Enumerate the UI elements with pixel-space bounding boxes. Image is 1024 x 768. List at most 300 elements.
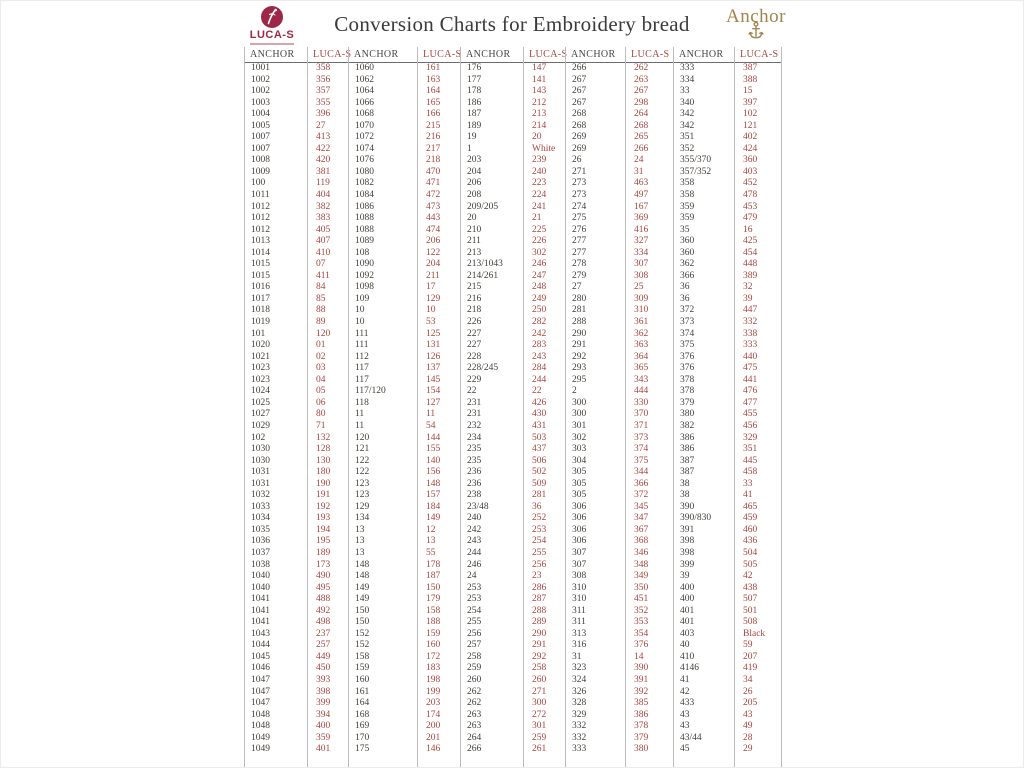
anchor-cell: 398 [680,547,695,558]
anchor-column [460,47,523,768]
page-title: Conversion Charts for Embroidery bread [334,12,690,36]
anchor-cell: 313 [572,628,587,639]
anchor-cell: 1031 [251,467,270,478]
lucas-cell: 207 [743,651,758,662]
anchor-cell: 1066 [355,97,374,108]
anchor-logo-text: Anchor [726,6,786,27]
anchor-cell: 403 [680,628,695,639]
lucas-cell: 302 [532,247,547,258]
lucas-cell: 477 [743,397,758,408]
anchor-cell: 1040 [251,571,270,582]
anchor-cell: 175 [355,744,370,755]
lucas-cell: 396 [316,109,331,120]
anchor-cell: 374 [680,328,695,339]
lucas-cell: 410 [316,247,331,258]
lucas-cell: 346 [634,547,649,558]
anchor-cell: 378 [680,374,695,385]
anchor-cell: 1002 [251,74,270,85]
anchor-cell: 310 [572,594,587,605]
anchor-cell: 400 [680,594,695,605]
anchor-cell: 399 [680,559,695,570]
lucas-cell: 20 [532,132,542,143]
anchor-cell: 279 [572,270,587,281]
anchor-cell: 169 [355,721,370,732]
lucas-cell: 391 [634,674,649,685]
anchor-cell: 122 [355,455,370,466]
lucas-cell: 88 [316,305,326,316]
lucas-cell: 126 [426,351,441,362]
lucas-cell: 366 [634,478,649,489]
lucas-cell: 472 [426,190,441,201]
lucas-cell: 375 [634,455,649,466]
lucas-cell: 292 [532,651,547,662]
lucas-cell: 43 [743,709,753,720]
lucas-cell: 218 [426,155,441,166]
anchor-cell: 244 [467,547,482,558]
anchor-cell: 360 [680,247,695,258]
anchor-cell: 204 [467,166,482,177]
lucas-cell: 249 [532,293,547,304]
anchor-cell: 1021 [251,351,270,362]
lucas-cell: 01 [316,340,326,351]
anchor-cell: 329 [572,709,587,720]
anchor-cell: 1043 [251,628,270,639]
lucas-column-header: LUCA-S [735,47,781,63]
lucas-cell: 102 [743,109,758,120]
lucas-cell: 475 [743,363,758,374]
anchor-cell: 360 [680,236,695,247]
lucas-cell: 393 [316,674,331,685]
lucas-cell: 357 [316,86,331,97]
lucas-cell: 456 [743,420,758,431]
lucas-cell: 448 [743,259,758,270]
anchor-cell: 215 [467,282,482,293]
lucas-cell: 215 [426,120,441,131]
lucas-cell: 372 [634,490,649,501]
lucas-cell: 354 [634,628,649,639]
anchor-cell: 1015 [251,259,270,270]
lucas-cell: 398 [316,686,331,697]
anchor-cell: 2 [572,386,577,397]
lucas-cell: 508 [743,617,758,628]
anchor-cell: 10 [355,305,365,316]
anchor-cell: 340 [680,97,695,108]
lucas-cell: 172 [426,651,441,662]
anchor-cell: 161 [355,686,370,697]
lucas-cell: 260 [532,674,547,685]
lucas-cell: 286 [532,582,547,593]
anchor-cell: 306 [572,501,587,512]
lucas-cell: 128 [316,444,331,455]
anchor-cell: 256 [467,628,482,639]
anchor-cell: 306 [572,524,587,535]
anchor-cell: 209/205 [467,201,499,212]
anchor-cell: 300 [572,409,587,420]
anchor-cell: 324 [572,674,587,685]
anchor-cell: 22 [467,386,477,397]
anchor-cell: 168 [355,709,370,720]
lucas-cell: 426 [532,397,547,408]
anchor-cell: 108 [355,247,370,258]
anchor-cell: 33 [680,86,690,97]
anchor-cell: 152 [355,640,370,651]
lucas-cell: 507 [743,594,758,605]
lucas-cell: 422 [316,143,331,154]
anchor-cell: 305 [572,467,587,478]
lucas-cell: 14 [634,651,644,662]
lucas-cell: 369 [634,213,649,224]
anchor-cell: 278 [572,259,587,270]
anchor-cell: 386 [680,444,695,455]
lucas-cell: 146 [426,744,441,755]
anchor-cell: 372 [680,305,695,316]
lucas-cell: 07 [316,259,326,270]
lucas-cell: 17 [426,282,436,293]
anchor-cell: 150 [355,605,370,616]
anchor-cell: 263 [467,721,482,732]
anchor-cell: 1076 [355,155,374,166]
anchor-cell: 214/261 [467,270,499,281]
lucas-cell: 506 [532,455,547,466]
anchor-cell: 1082 [355,178,374,189]
lucas-cell: 144 [426,432,441,443]
anchor-cell: 366 [680,270,695,281]
anchor-cell: 390 [680,501,695,512]
lucas-cell: 241 [532,201,547,212]
lucas-cell: 490 [316,571,331,582]
anchor-cell: 1030 [251,444,270,455]
anchor-cell: 102 [251,432,266,443]
anchor-cell: 332 [572,721,587,732]
anchor-cell: 342 [680,109,695,120]
anchor-cell: 1047 [251,698,270,709]
anchor-cell: 1048 [251,709,270,720]
anchor-cell: 13 [355,547,365,558]
anchor-cell: 266 [467,744,482,755]
anchor-cell: 211 [467,236,481,247]
lucas-cell: 363 [634,340,649,351]
anchor-cell: 1034 [251,513,270,524]
lucas-cell: 256 [532,559,547,570]
lucas-cell: 237 [316,628,331,639]
lucas-cell: 470 [426,166,441,177]
anchor-cell: 43/44 [680,732,702,743]
lucas-cell: 34 [743,674,753,685]
anchor-cell: 1049 [251,732,270,743]
lucas-cell: 25 [634,282,644,293]
anchor-cell: 231 [467,409,482,420]
anchor-cell: 23/48 [467,501,489,512]
anchor-cell: 232 [467,420,482,431]
lucas-cell: 420 [316,155,331,166]
lucas-cell: 157 [426,490,441,501]
lucas-cell: 26 [743,686,753,697]
anchor-cell: 1001 [251,63,270,73]
lucas-cell: 32 [743,282,753,293]
lucas-cell: 145 [426,374,441,385]
anchor-cell: 1007 [251,132,270,143]
lucas-cell: 130 [316,455,331,466]
anchor-cell: 1013 [251,236,270,247]
anchor-cell: 148 [355,571,370,582]
anchor-cell: 1012 [251,201,270,212]
anchor-cell: 300 [572,397,587,408]
anchor-cell: 295 [572,374,587,385]
lucas-cell: 05 [316,386,326,397]
lucas-cell: 194 [316,524,331,535]
lucas-cell: 205 [743,698,758,709]
lucas-cell: 214 [532,120,547,131]
lucas-cell: 361 [634,317,649,328]
lucas-cell: 179 [426,594,441,605]
anchor-cell: 1030 [251,455,270,466]
anchor-cell: 231 [467,397,482,408]
anchor-cell: 111 [355,340,369,351]
anchor-cell: 1040 [251,582,270,593]
lucas-cell: 289 [532,617,547,628]
anchor-cell: 117 [355,363,369,374]
lucas-cell: 264 [634,109,649,120]
anchor-cell: 45 [680,744,690,755]
anchor-cell: 333 [572,744,587,755]
lucas-cell: 388 [743,74,758,85]
anchor-cell: 20 [467,213,477,224]
conversion-table [244,47,783,768]
lucas-cell: 501 [743,605,758,616]
lucas-cell: 355 [316,97,331,108]
lucas-cell: 287 [532,594,547,605]
lucas-cell: 447 [743,305,758,316]
anchor-cell: 164 [355,698,370,709]
lucas-cell: 379 [634,732,649,743]
anchor-cell: 236 [467,467,482,478]
anchor-cell: 1015 [251,270,270,281]
anchor-cell: 117/120 [355,386,386,397]
lucas-cell: 23 [532,571,542,582]
anchor-cell: 38 [680,490,690,501]
anchor-cell: 275 [572,213,587,224]
lucas-column [307,47,352,768]
anchor-cell: 101 [251,328,266,339]
anchor-cell: 398 [680,536,695,547]
lucas-cell: 338 [743,328,758,339]
lucas-cell: 308 [634,270,649,281]
anchor-cell: 1036 [251,536,270,547]
anchor-cell: 43 [680,721,690,732]
anchor-cell: 1016 [251,282,270,293]
lucas-column-header: LUCA-S [524,47,565,63]
lucas-column-header: LUCA-S [626,47,673,63]
lucas-cell: 449 [316,651,331,662]
anchor-cell: 400 [680,582,695,593]
anchor-cell: 378 [680,386,695,397]
anchor-cell: 326 [572,686,587,697]
anchor-cell: 120 [355,432,370,443]
lucas-cell: 330 [634,397,649,408]
anchor-column [673,47,734,768]
anchor-cell: 307 [572,559,587,570]
anchor-cell: 40 [680,640,690,651]
lucas-cell: 474 [426,224,441,235]
lucas-cell: 206 [426,236,441,247]
anchor-cell: 1033 [251,501,270,512]
lucas-cell: 460 [743,524,758,535]
anchor-cell: 1080 [355,166,374,177]
anchor-cell: 358 [680,178,695,189]
anchor-cell: 253 [467,594,482,605]
anchor-cell: 401 [680,605,695,616]
anchor-cell: 1038 [251,559,270,570]
lucas-cell: 243 [532,351,547,362]
anchor-cell: 310 [572,582,587,593]
lucas-cell: 374 [634,444,649,455]
anchor-cell: 1098 [355,282,374,293]
anchor-column-header: ANCHOR [245,47,307,63]
lucas-cell: 55 [426,547,436,558]
anchor-cell: 1 [467,143,472,154]
lucas-cell: 141 [532,74,547,85]
anchor-cell: 1019 [251,317,270,328]
lucas-cell: 416 [634,224,649,235]
lucas-cell: 22 [532,386,542,397]
lucas-cell: 211 [426,270,440,281]
lucas-cell: 478 [743,190,758,201]
lucas-cell: 122 [426,247,441,258]
anchor-cell: 123 [355,490,370,501]
anchor-cell: 228 [467,351,482,362]
anchor-cell: 227 [467,340,482,351]
lucas-cell: 246 [532,259,547,270]
lucas-cell: 441 [743,374,758,385]
anchor-cell: 1023 [251,363,270,374]
anchor-cell: 1089 [355,236,374,247]
anchor-cell: 203 [467,155,482,166]
lucas-cell: 21 [532,213,542,224]
lucas-cell: 329 [743,432,758,443]
anchor-cell: 226 [467,317,482,328]
anchor-cell: 4146 [680,663,699,674]
lucas-cell: 137 [426,363,441,374]
anchor-cell: 274 [572,201,587,212]
anchor-cell: 316 [572,640,587,651]
anchor-cell: 268 [572,109,587,120]
anchor-cell: 27 [572,282,582,293]
anchor-cell: 1024 [251,386,270,397]
anchor-cell: 280 [572,293,587,304]
lucas-cell: 27 [316,120,326,131]
anchor-cell: 305 [572,490,587,501]
anchor-cell: 41 [680,674,690,685]
lucas-cell: 450 [316,663,331,674]
lucas-cell: 31 [634,166,644,177]
lucas-cell: 356 [316,74,331,85]
lucas-column [625,47,673,768]
lucas-cell: 06 [316,397,326,408]
anchor-cell: 386 [680,432,695,443]
anchor-cell: 178 [467,86,482,97]
anchor-cell: 100 [251,178,266,189]
anchor-cell: 228/245 [467,363,499,374]
anchor-cell: 1025 [251,397,270,408]
lucas-cell: 437 [532,444,547,455]
lucas-cell: 389 [743,270,758,281]
anchor-cell: 260 [467,674,482,685]
lucas-column [734,47,782,768]
anchor-cell: 1023 [251,374,270,385]
anchor-cell: 38 [680,478,690,489]
anchor-cell: 159 [355,663,370,674]
anchor-cell: 359 [680,213,695,224]
lucas-cell: 301 [532,721,547,732]
anchor-cell: 227 [467,328,482,339]
lucas-cell: 376 [634,640,649,651]
lucas-cell: 385 [634,698,649,709]
lucas-cell: 132 [316,432,331,443]
lucas-cell: 190 [316,478,331,489]
lucas-cell: 392 [634,686,649,697]
anchor-cell: 1072 [355,132,374,143]
lucas-cell: 488 [316,594,331,605]
lucas-cell: 156 [426,467,441,478]
lucas-cell: 191 [316,490,331,501]
anchor-column-header: ANCHOR [674,47,734,63]
lucas-cell: 271 [532,686,547,697]
lucas-cell: 03 [316,363,326,374]
anchor-cell: 36 [680,293,690,304]
lucas-cell: 397 [743,97,758,108]
lucas-cell: White [532,143,556,154]
anchor-cell: 359 [680,201,695,212]
lucas-cell: 401 [316,744,331,755]
lucas-cell: Black [743,628,766,639]
lucas-cell: 351 [743,444,758,455]
anchor-cell: 304 [572,455,587,466]
anchor-cell: 189 [467,120,482,131]
anchor-cell: 24 [467,571,477,582]
anchor-cell: 306 [572,513,587,524]
anchor-cell: 35 [680,224,690,235]
lucas-cell: 262 [634,63,649,73]
lucas-cell: 463 [634,178,649,189]
anchor-cell: 1004 [251,109,270,120]
anchor-cell: 332 [572,732,587,743]
lucas-cell: 440 [743,351,758,362]
anchor-cell: 13 [355,524,365,535]
lucas-cell: 84 [316,282,326,293]
anchor-cell: 1047 [251,686,270,697]
anchor-column-header: ANCHOR [349,47,417,63]
lucas-cell: 201 [426,732,441,743]
lucas-cell: 12 [426,524,436,535]
anchor-cell: 11 [355,409,365,420]
lucas-cell: 15 [743,86,753,97]
lucas-cell: 150 [426,582,441,593]
lucas-cell: 348 [634,559,649,570]
anchor-cell: 26 [572,155,582,166]
anchor-cell: 1002 [251,86,270,97]
anchor-cell: 390/830 [680,513,712,524]
lucas-cell: 16 [743,224,753,235]
anchor-cell: 1088 [355,224,374,235]
lucas-cell: 143 [532,86,547,97]
lucas-cell: 498 [316,617,331,628]
anchor-cell: 149 [355,582,370,593]
anchor-cell: 242 [467,524,482,535]
anchor-cell: 1008 [251,155,270,166]
anchor-cell: 1068 [355,109,374,120]
anchor-column-header: ANCHOR [566,47,625,63]
anchor-cell: 375 [680,340,695,351]
